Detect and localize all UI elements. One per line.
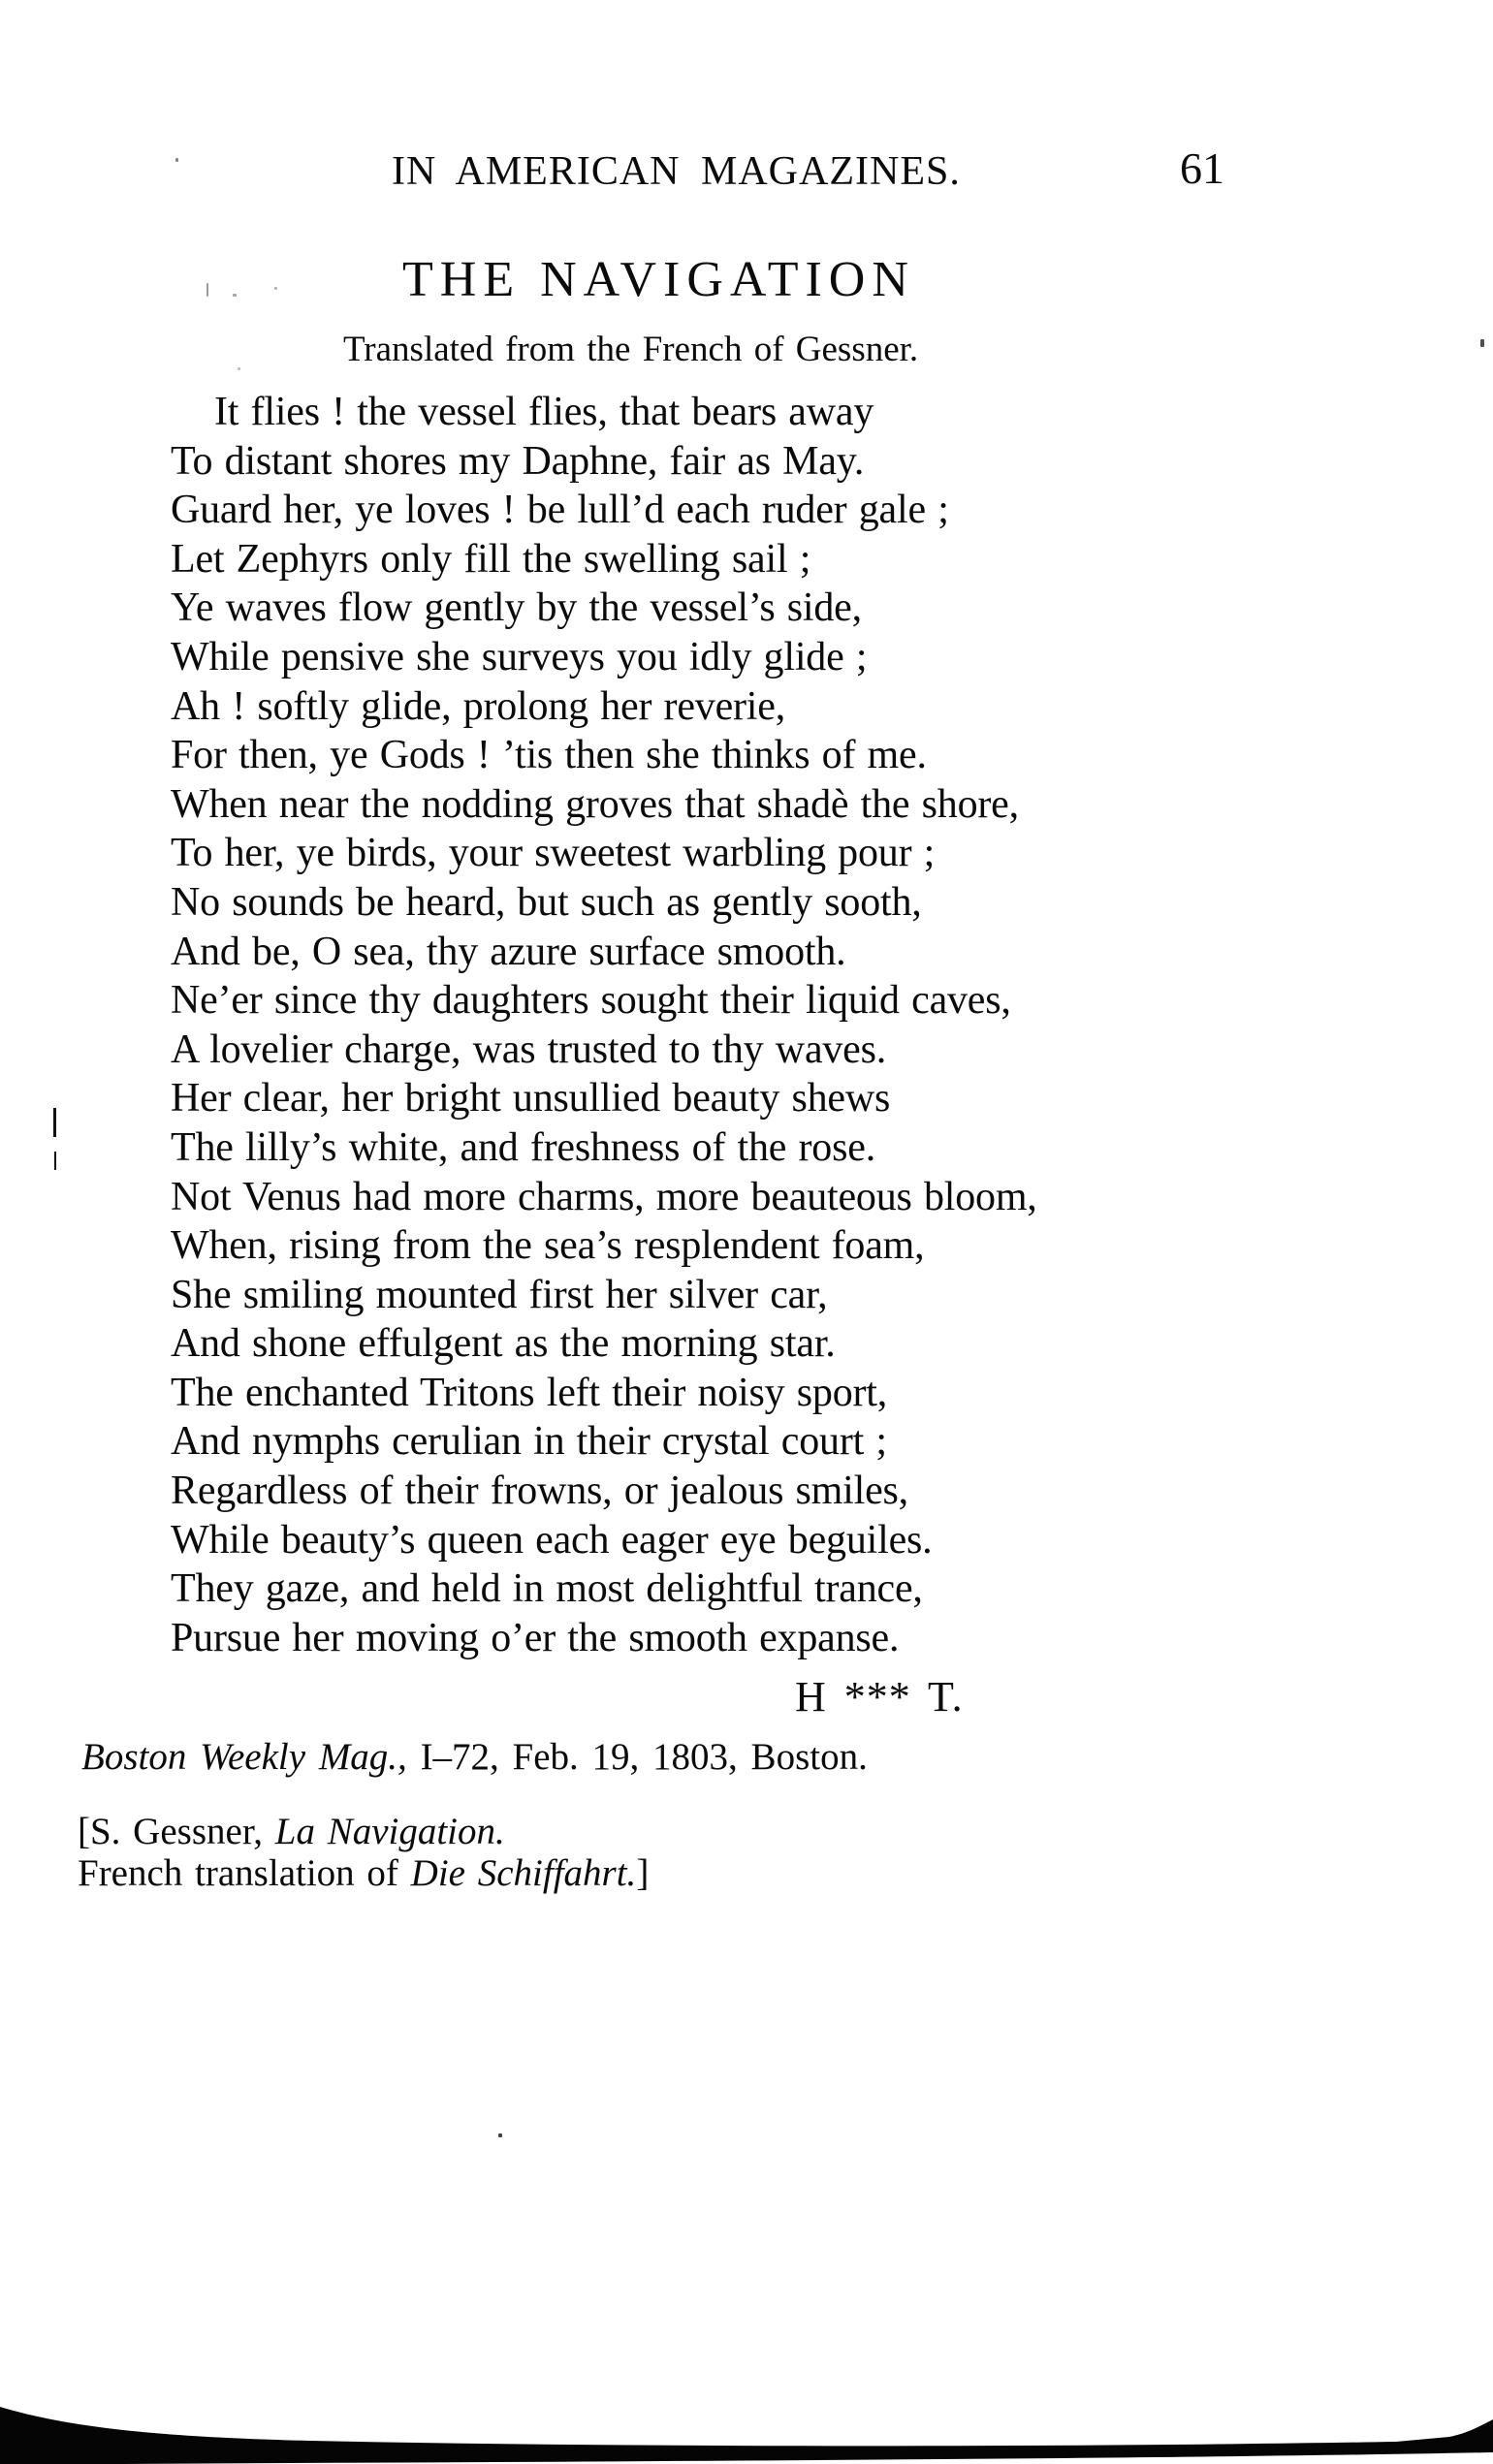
poem-line: While pensive she surveys you idly glide ;: [171, 634, 868, 679]
running-header: IN AMERICAN MAGAZINES.: [392, 149, 961, 194]
poem-line: Ye waves flow gently by the vessel’s side,: [171, 585, 862, 631]
poem-title: THE NAVIGATION: [402, 252, 915, 307]
poem-line: They gaze, and held in most delightful trance,: [171, 1566, 923, 1612]
poem-subtitle: Translated from the French of Gessner.: [343, 330, 919, 369]
scan-speck: [1480, 339, 1484, 347]
poem-line: Regardless of their frowns, or jealous smiles,: [171, 1469, 908, 1514]
margin-mark: [53, 1108, 56, 1137]
poem-line: No sounds be heard, but such as gently sooth,: [171, 879, 922, 925]
poem-line: Her clear, her bright unsullied beauty shews: [171, 1076, 891, 1121]
poem-line: While beauty’s queen each eager eye beguiles.: [171, 1517, 933, 1563]
poem-line: Guard her, ye loves ! be lull’d each ruder gale ;: [171, 488, 949, 533]
poem-line: When, rising from the sea’s resplendent foam,: [171, 1223, 925, 1269]
poem-line: A lovelier charge, was trusted to thy waves.: [171, 1027, 887, 1072]
poem-line: Let Zephyrs only fill the swelling sail ;: [171, 536, 811, 582]
poem-line: Ah ! softly glide, prolong her reverie,: [171, 683, 786, 729]
note-line-1: [78, 1811, 649, 1852]
poem-line: It flies ! the vessel flies, that bears away: [214, 390, 874, 434]
poem-line: To her, ye birds, your sweetest warbling pour ;: [171, 831, 936, 876]
scan-speck: [233, 294, 237, 297]
note-line-2: [78, 1852, 649, 1894]
poem-line: For then, ye Gods ! ’tis then she thinks of me.: [171, 733, 927, 778]
author-signature: H *** T.: [795, 1673, 964, 1721]
note-close-bracket: ]: [636, 1852, 650, 1894]
poem-line: To distant shores my Daphne, fair as May.: [171, 438, 865, 484]
source-citation: [81, 1738, 868, 1776]
poem-line: Ne’er since thy daughters sought their liquid caves,: [171, 978, 1011, 1024]
scan-speck: [498, 2133, 502, 2137]
poem-line: And nymphs cerulian in their crystal court ;: [171, 1419, 887, 1465]
poem-body: [171, 388, 1037, 1662]
scan-artifact-bottom-bar: [0, 2396, 1493, 2464]
note-german-title: Die Schiffahrt.: [410, 1852, 637, 1894]
poem-line: She smiling mounted first her silver car,: [171, 1272, 828, 1317]
poem-line: Not Venus had more charms, more beauteous bloom,: [171, 1174, 1037, 1219]
margin-mark: [54, 1152, 56, 1170]
poem-line: Pursue her moving o’er the smooth expanse.: [171, 1615, 900, 1660]
poem-line: And be, O sea, thy azure surface smooth.: [171, 929, 846, 974]
note-translation-text: French translation of: [78, 1852, 411, 1894]
poem-line: The enchanted Tritons left their noisy sport,: [171, 1370, 888, 1415]
citation-source-title: Boston Weekly Mag.,: [81, 1736, 407, 1778]
scan-speck: [238, 367, 240, 370]
poem-line: When near the nodding groves that shadè the shore,: [171, 781, 1019, 827]
scan-speck: [274, 287, 277, 290]
citation-details: I–72, Feb. 19, 1803, Boston.: [406, 1736, 868, 1778]
page-number: 61: [1180, 143, 1224, 193]
scan-speck: [175, 158, 178, 162]
poem-line: The lilly’s white, and freshness of the rose.: [171, 1124, 875, 1170]
note-open-bracket-text: [S. Gessner,: [78, 1811, 275, 1852]
note-french-title: La Navigation.: [274, 1811, 505, 1852]
poem-line: And shone effulgent as the morning star.: [171, 1321, 836, 1367]
scan-speck: [206, 283, 208, 297]
editorial-note: [78, 1811, 649, 1894]
